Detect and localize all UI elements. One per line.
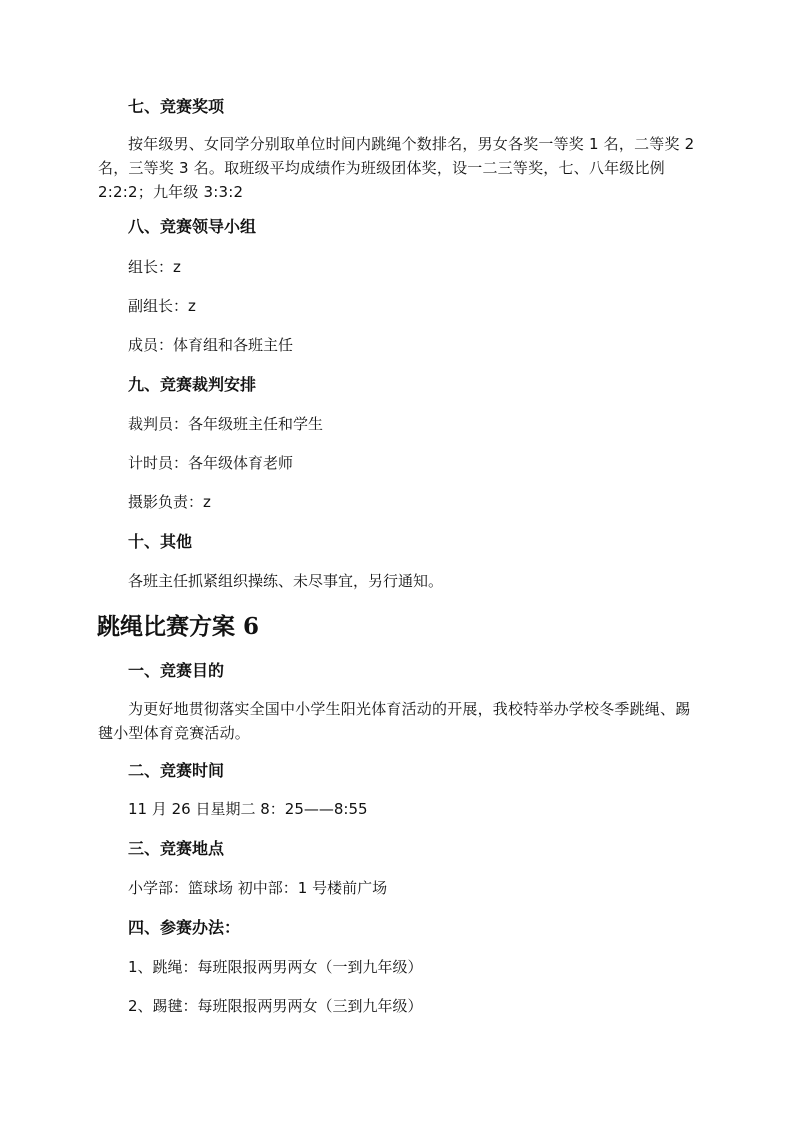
section-7-body: 按年级男、女同学分别取单位时间内跳绳个数排名，男女各奖一等奖 1 名，二等奖 2 名，三等奖 3 名。取班级平均成绩作为班级团体奖，设一二三等奖，七、八年级比例 2:2:2；九年级 3:3:2 [98, 135, 695, 201]
plan-6-section-4-heading: 四、参赛办法： [128, 918, 241, 937]
deputy-leader-line: 副组长：z [128, 297, 196, 315]
plan-6-title: 跳绳比赛方案 6 [97, 613, 260, 640]
plan-6-section-1-heading: 一、竞赛目的 [128, 661, 225, 680]
competition-time-line: 11 月 26 日星期二 8：25——8:55 [128, 800, 368, 818]
timekeeper-line: 计时员：各年级体育老师 [128, 454, 294, 472]
section-8-heading: 八、竞赛领导小组 [128, 217, 257, 236]
section-7-heading: 七、竞赛奖项 [128, 97, 225, 116]
photography-line: 摄影负责：z [128, 493, 211, 511]
leader-line: 组长：z [128, 258, 181, 276]
other-line: 各班主任抓紧组织操练、未尽事宜，另行通知。 [128, 572, 444, 590]
plan-6-section-1-body: 为更好地贯彻落实全国中小学生阳光体育活动的开展，我校特举办学校冬季跳绳、踢毽小型体育竞赛活动。 [98, 700, 691, 742]
shuttlecock-rule-line: 2、踢毽：每班限报两男两女（三到九年级） [128, 997, 423, 1015]
plan-6-section-3-heading: 三、竞赛地点 [128, 839, 225, 858]
section-9-heading: 九、竞赛裁判安排 [128, 375, 257, 394]
section-10-heading: 十、其他 [128, 532, 193, 551]
rope-skipping-rule-line: 1、跳绳：每班限报两男两女（一到九年级） [128, 958, 423, 976]
plan-6-section-2-heading: 二、竞赛时间 [128, 761, 225, 780]
competition-venue-line: 小学部：篮球场 初中部：1 号楼前广场 [128, 879, 388, 897]
referee-line: 裁判员：各年级班主任和学生 [128, 415, 324, 433]
members-line: 成员：体育组和各班主任 [128, 336, 294, 354]
